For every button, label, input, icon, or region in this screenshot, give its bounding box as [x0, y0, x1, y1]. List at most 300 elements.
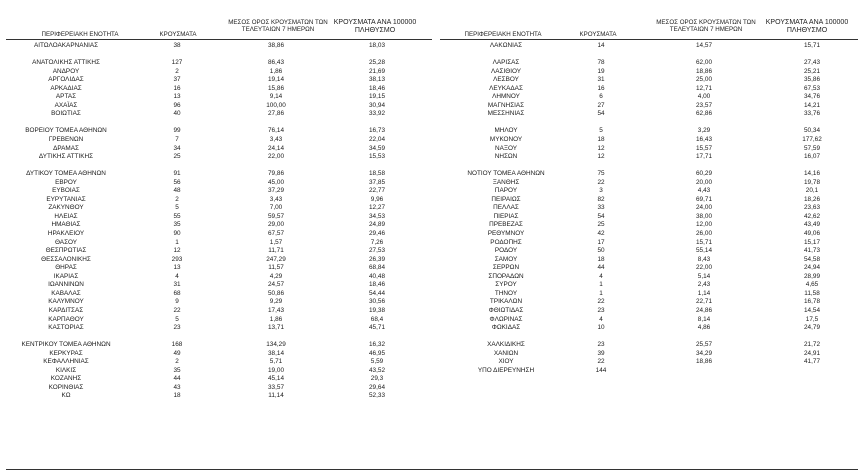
region-cell: ΦΘΙΩΤΙΔΑΣ — [488, 306, 524, 314]
avg-cell: 50,86 — [268, 289, 284, 297]
cases-cell: 3 — [599, 187, 603, 195]
spacer-row — [436, 119, 862, 128]
avg-cell: 45,00 — [268, 178, 284, 186]
table-row — [0, 316, 440, 325]
table-row — [0, 384, 440, 393]
cases-cell: 13 — [173, 93, 181, 101]
avg-cell: 25,57 — [696, 341, 712, 349]
per100k-cell: 22,04 — [369, 136, 385, 144]
region-cell: ΚΕΝΤΡΙΚΟΥ ΤΟΜΕΑ ΑΘΗΝΩΝ — [21, 341, 111, 349]
cases-cell: 1 — [599, 281, 603, 289]
avg-cell: 8,43 — [697, 255, 711, 263]
per100k-cell: 30,56 — [369, 298, 385, 306]
region-cell: ΥΠΟ ΔΙΕΡΕΥΝΗΣΗ — [477, 366, 535, 374]
table-row — [0, 76, 440, 85]
avg-cell: 3,29 — [697, 127, 711, 135]
per100k-cell: 18,46 — [369, 281, 385, 289]
cases-cell: 18 — [597, 255, 605, 263]
table-row — [0, 230, 440, 239]
avg-cell: 86,43 — [268, 59, 284, 67]
cases-cell: 1 — [175, 238, 179, 246]
table-row — [436, 136, 862, 145]
table-row — [0, 127, 440, 136]
region-cell: ΡΕΘΥΜΝΟΥ — [487, 230, 525, 238]
cases-cell: 25 — [173, 153, 181, 161]
per100k-cell: 14,54 — [804, 306, 820, 314]
table-row — [0, 153, 440, 162]
region-cell: ΣΥΡΟΥ — [495, 281, 517, 289]
per100k-cell: 12,27 — [369, 204, 385, 212]
table-row — [0, 239, 440, 248]
per100k-cell: 27,43 — [804, 59, 820, 67]
per100k-cell: 37,85 — [369, 178, 385, 186]
avg-cell: 62,86 — [696, 110, 712, 118]
cases-cell: 144 — [595, 366, 607, 374]
table-row — [0, 221, 440, 230]
table-row — [0, 179, 440, 188]
region-cell: ΑΙΤΩΛΟΑΚΑΡΝΑΝΙΑΣ — [33, 42, 99, 49]
per100k-cell: 23,63 — [804, 204, 820, 212]
region-cell: ΘΕΣΣΑΛΟΝΙΚΗΣ — [41, 255, 91, 263]
table-row — [436, 170, 862, 179]
left-header-region: ΠΕΡΙΦΕΡΕΙΑΚΗ ΕΝΟΤΗΤΑ — [41, 31, 119, 38]
cases-cell: 56 — [173, 178, 181, 186]
right-header-per100k: ΚΡΟΥΣΜΑΤΑ ΑΝΑ 100000 ΠΛΗΘΥΣΜΟ — [765, 19, 849, 34]
per100k-cell: 68,84 — [369, 264, 385, 272]
cases-cell: 50 — [597, 247, 605, 255]
per100k-cell: 19,15 — [369, 93, 385, 101]
table-row — [436, 196, 862, 205]
avg-cell: 27,86 — [268, 110, 284, 118]
per100k-cell: 46,95 — [369, 349, 385, 357]
cases-cell: 5 — [175, 204, 179, 212]
cases-cell: 44 — [597, 264, 605, 272]
cases-cell: 44 — [173, 375, 181, 383]
region-cell: ΑΧΑΪΑΣ — [54, 101, 78, 109]
avg-cell: 18,86 — [696, 67, 712, 75]
table-row — [0, 110, 440, 119]
cases-cell: 168 — [171, 341, 183, 349]
avg-cell: 15,86 — [268, 84, 284, 92]
table-row — [436, 179, 862, 188]
avg-cell: 15,71 — [696, 238, 712, 246]
avg-cell: 19,00 — [268, 366, 284, 374]
table-row — [0, 145, 440, 154]
table-row — [0, 375, 440, 384]
avg-cell: 29,00 — [268, 221, 284, 229]
per100k-cell: 20,1 — [805, 187, 819, 195]
per100k-cell: 14,16 — [804, 170, 820, 178]
table-row — [436, 316, 862, 325]
cases-cell: 2 — [175, 67, 179, 75]
table-row — [436, 110, 862, 119]
spacer-row — [436, 51, 862, 60]
region-cell: ΝΟΤΙΟΥ ΤΟΜΕΑ ΑΘΗΝΩΝ — [467, 170, 545, 178]
table-row — [0, 93, 440, 102]
cases-cell: 39 — [597, 349, 605, 357]
avg-cell: 38,86 — [268, 42, 284, 49]
per100k-cell: 16,78 — [804, 298, 820, 306]
avg-cell: 24,86 — [696, 306, 712, 314]
avg-cell: 15,57 — [696, 144, 712, 152]
region-cell: ΖΑΚΥΝΘΟΥ — [48, 204, 84, 212]
avg-cell: 4,29 — [269, 272, 283, 280]
avg-cell: 1,57 — [269, 238, 283, 246]
table-row — [0, 341, 440, 350]
region-cell: ΝΑΞΟΥ — [494, 144, 518, 152]
avg-cell: 34,29 — [696, 349, 712, 357]
per100k-cell: 68,4 — [370, 315, 384, 323]
cases-cell: 35 — [173, 221, 181, 229]
table-row — [436, 213, 862, 222]
avg-cell: 24,14 — [268, 144, 284, 152]
per100k-cell: 40,48 — [369, 272, 385, 280]
region-cell: ΑΡΤΑΣ — [55, 93, 77, 101]
cases-cell: 38 — [173, 42, 181, 49]
table-row — [436, 127, 862, 136]
cases-cell: 99 — [173, 127, 181, 135]
cases-cell: 55 — [173, 212, 181, 220]
avg-cell: 55,14 — [696, 247, 712, 255]
cases-cell: 23 — [173, 324, 181, 332]
cases-cell: 34 — [173, 144, 181, 152]
cases-cell: 96 — [173, 101, 181, 109]
cases-cell: 16 — [597, 84, 605, 92]
per100k-cell: 19,38 — [369, 306, 385, 314]
avg-cell: 4,43 — [697, 187, 711, 195]
left-header-per100k: ΚΡΟΥΣΜΑΤΑ ΑΝΑ 100000 ΠΛΗΘΥΣΜΟ — [333, 19, 417, 34]
per100k-cell: 5,59 — [370, 358, 384, 366]
per100k-cell: 29,46 — [369, 230, 385, 238]
cases-cell: 31 — [597, 76, 605, 84]
cases-cell: 22 — [597, 298, 605, 306]
avg-cell: 23,57 — [696, 101, 712, 109]
per100k-cell: 19,78 — [804, 178, 820, 186]
region-cell: ΚΑΒΑΛΑΣ — [51, 289, 81, 297]
cases-cell: 5 — [175, 315, 179, 323]
left-header-underline — [6, 39, 432, 40]
avg-cell: 5,71 — [269, 358, 283, 366]
table-row — [0, 324, 440, 333]
avg-cell: 59,57 — [268, 212, 284, 220]
cases-cell: 42 — [597, 230, 605, 238]
table-row — [0, 136, 440, 145]
cases-cell: 22 — [597, 358, 605, 366]
region-cell: ΛΑΡΙΣΑΣ — [492, 59, 520, 67]
avg-cell: 1,86 — [269, 67, 283, 75]
region-cell: ΣΕΡΡΩΝ — [492, 264, 520, 272]
cases-cell: 23 — [597, 306, 605, 314]
avg-cell: 100,00 — [266, 101, 286, 109]
per100k-cell: 28,99 — [804, 272, 820, 280]
table-row — [436, 247, 862, 256]
avg-cell: 18,86 — [696, 358, 712, 366]
avg-cell: 60,29 — [696, 170, 712, 178]
avg-cell: 8,14 — [697, 315, 711, 323]
region-cell: ΣΑΜΟΥ — [494, 255, 518, 263]
right-header-region: ΠΕΡΙΦΕΡΕΙΑΚΗ ΕΝΟΤΗΤΑ — [464, 31, 542, 38]
region-cell: ΙΩΑΝΝΙΝΩΝ — [48, 281, 84, 289]
cases-cell: 4 — [599, 315, 603, 323]
cases-cell: 12 — [173, 247, 181, 255]
avg-cell: 12,71 — [696, 84, 712, 92]
cases-cell: 54 — [597, 212, 605, 220]
cases-cell: 48 — [173, 187, 181, 195]
cases-cell: 10 — [597, 324, 605, 332]
avg-cell: 11,71 — [268, 247, 284, 255]
avg-cell: 76,14 — [268, 127, 284, 135]
avg-cell: 2,43 — [697, 281, 711, 289]
region-cell: ΠΡΕΒΕΖΑΣ — [489, 221, 523, 229]
table-row — [0, 367, 440, 376]
per100k-cell: 34,59 — [369, 144, 385, 152]
per100k-cell: 43,52 — [369, 366, 385, 374]
region-cell: ΚΑΡΠΑΘΟΥ — [48, 315, 84, 323]
table-row — [436, 273, 862, 282]
cases-cell: 1 — [599, 289, 603, 297]
spacer-row — [0, 162, 440, 171]
cases-cell: 5 — [599, 127, 603, 135]
region-cell: ΠΑΡΟΥ — [494, 187, 518, 195]
cases-cell: 4 — [175, 272, 179, 280]
cases-cell: 17 — [597, 238, 605, 246]
table-row — [0, 213, 440, 222]
left-header-avg: ΜΕΣΟΣ ΟΡΟΣ ΚΡΟΥΣΜΑΤΩΝ ΤΩΝ ΤΕΛΕΥΤΑΙΩΝ 7 ΗΜΕΡΩΝ — [228, 19, 328, 33]
table-row — [0, 102, 440, 111]
region-cell: ΘΕΣΠΡΩΤΙΑΣ — [45, 247, 87, 255]
right-table — [436, 42, 862, 375]
region-cell: ΛΕΣΒΟΥ — [493, 76, 519, 84]
avg-cell: 12,00 — [696, 221, 712, 229]
avg-cell: 69,71 — [696, 195, 712, 203]
region-cell: ΛΑΣΙΘΙΟΥ — [490, 67, 522, 75]
per100k-cell: 24,94 — [804, 264, 820, 272]
region-cell: ΧΙΟΥ — [498, 358, 514, 366]
per100k-cell: 16,73 — [369, 127, 385, 135]
region-cell: ΛΑΚΩΝΙΑΣ — [489, 42, 523, 49]
per100k-cell: 21,72 — [804, 341, 820, 349]
table-row — [436, 59, 862, 68]
per100k-cell: 9,96 — [370, 195, 384, 203]
per100k-cell: 4,65 — [805, 281, 819, 289]
avg-cell: 14,57 — [696, 42, 712, 49]
region-cell: ΠΕΙΡΑΙΩΣ — [491, 195, 521, 203]
table-row — [0, 264, 440, 273]
table-row — [0, 247, 440, 256]
cases-cell: 68 — [173, 289, 181, 297]
table-row — [436, 281, 862, 290]
cases-cell: 27 — [597, 101, 605, 109]
cases-cell: 18 — [173, 392, 181, 400]
table-bottom-line — [6, 469, 858, 470]
per100k-cell: 35,86 — [804, 76, 820, 84]
table-row — [436, 358, 862, 367]
avg-cell: 3,43 — [269, 136, 283, 144]
avg-cell: 19,14 — [268, 76, 284, 84]
table-row — [436, 102, 862, 111]
per100k-cell: 18,58 — [369, 170, 385, 178]
per100k-cell: 26,39 — [369, 255, 385, 263]
cases-cell: 35 — [173, 366, 181, 374]
table-row — [436, 350, 862, 359]
avg-cell: 38,00 — [696, 212, 712, 220]
cases-cell: 4 — [599, 272, 603, 280]
table-row — [436, 264, 862, 273]
left-table — [0, 42, 440, 401]
table-row — [0, 42, 440, 51]
region-cell: ΜΗΛΟΥ — [494, 127, 518, 135]
avg-cell: 247,29 — [266, 255, 286, 263]
region-cell: ΚΕΦΑΛΛΗΝΙΑΣ — [43, 358, 89, 366]
table-row — [0, 59, 440, 68]
spacer-row — [436, 333, 862, 342]
avg-cell: 67,57 — [268, 230, 284, 238]
region-cell: ΗΡΑΚΛΕΙΟΥ — [47, 230, 85, 238]
region-cell: ΠΕΛΛΑΣ — [493, 204, 519, 212]
per100k-cell: 24,89 — [369, 221, 385, 229]
cases-cell: 82 — [597, 195, 605, 203]
table-row — [436, 204, 862, 213]
table-row — [436, 256, 862, 265]
per100k-cell: 14,21 — [804, 101, 820, 109]
per100k-cell: 41,73 — [804, 247, 820, 255]
region-cell: ΚΩ — [61, 392, 71, 400]
region-cell: ΚΟΖΑΝΗΣ — [50, 375, 82, 383]
table-row — [436, 42, 862, 51]
per100k-cell: 45,71 — [369, 324, 385, 332]
per100k-cell: 57,59 — [804, 144, 820, 152]
table-row — [0, 68, 440, 77]
table-row — [436, 290, 862, 299]
table-row — [0, 392, 440, 401]
avg-cell: 62,00 — [696, 59, 712, 67]
table-row — [436, 298, 862, 307]
avg-cell: 4,00 — [697, 93, 711, 101]
cases-cell: 22 — [597, 178, 605, 186]
region-cell: ΑΝΑΤΟΛΙΚΗΣ ΑΤΤΙΚΗΣ — [32, 59, 100, 67]
cases-cell: 75 — [597, 170, 605, 178]
region-cell: ΑΡΚΑΔΙΑΣ — [50, 84, 82, 92]
region-cell: ΦΛΩΡΙΝΑΣ — [489, 315, 523, 323]
cases-cell: 2 — [175, 195, 179, 203]
region-cell: ΓΡΕΒΕΝΩΝ — [48, 136, 84, 144]
per100k-cell: 30,94 — [369, 101, 385, 109]
avg-cell: 79,86 — [268, 170, 284, 178]
left-header-cases: ΚΡΟΥΣΜΑΤΑ — [159, 31, 197, 38]
region-cell: ΚΟΡΙΝΘΙΑΣ — [48, 383, 84, 391]
avg-cell: 13,71 — [268, 324, 284, 332]
table-row — [436, 341, 862, 350]
per100k-cell: 21,69 — [369, 67, 385, 75]
avg-cell: 9,29 — [269, 298, 283, 306]
avg-cell: 22,00 — [268, 153, 284, 161]
region-cell: ΗΜΑΘΙΑΣ — [51, 221, 81, 229]
cases-cell: 91 — [173, 170, 181, 178]
region-cell: ΘΗΡΑΣ — [55, 264, 77, 272]
right-header-cases: ΚΡΟΥΣΜΑΤΑ — [579, 31, 617, 38]
right-header-underline — [440, 39, 858, 40]
cases-cell: 2 — [175, 358, 179, 366]
region-cell: ΧΑΛΚΙΔΙΚΗΣ — [487, 341, 525, 349]
region-cell: ΤΡΙΚΑΛΩΝ — [489, 298, 523, 306]
per100k-cell: 43,49 — [804, 221, 820, 229]
per100k-cell: 52,33 — [369, 392, 385, 400]
avg-cell: 24,00 — [696, 204, 712, 212]
avg-cell: 25,00 — [696, 76, 712, 84]
per100k-cell: 33,76 — [804, 110, 820, 118]
region-cell: ΕΥΡΥΤΑΝΙΑΣ — [46, 195, 86, 203]
per100k-cell: 18,03 — [369, 42, 385, 49]
region-cell: ΣΠΟΡΑΔΩΝ — [488, 272, 524, 280]
region-cell: ΚΕΡΚΥΡΑΣ — [49, 349, 83, 357]
avg-cell: 38,14 — [268, 349, 284, 357]
cases-cell: 127 — [171, 59, 183, 67]
region-cell: ΕΥΒΟΙΑΣ — [52, 187, 80, 195]
region-cell: ΡΟΔΟΠΗΣ — [490, 238, 522, 246]
avg-cell: 45,14 — [268, 375, 284, 383]
region-cell: ΔΥΤΙΚΗΣ ΑΤΤΙΚΗΣ — [38, 153, 94, 161]
table-row — [0, 273, 440, 282]
region-cell: ΠΙΕΡΙΑΣ — [493, 212, 519, 220]
per100k-cell: 18,26 — [804, 195, 820, 203]
region-cell: ΒΟΡΕΙΟΥ ΤΟΜΕΑ ΑΘΗΝΩΝ — [25, 127, 107, 135]
region-cell: ΚΙΛΚΙΣ — [55, 366, 77, 374]
spacer-row — [0, 119, 440, 128]
table-row — [436, 307, 862, 316]
cases-cell: 90 — [173, 230, 181, 238]
cases-cell: 54 — [597, 110, 605, 118]
per100k-cell: 15,71 — [804, 42, 820, 49]
cases-cell: 9 — [175, 298, 179, 306]
cases-cell: 293 — [171, 255, 183, 263]
spacer-row — [0, 333, 440, 342]
table-row — [0, 85, 440, 94]
per100k-cell: 27,53 — [369, 247, 385, 255]
per100k-cell: 29,3 — [370, 375, 384, 383]
region-cell: ΚΑΡΔΙΤΣΑΣ — [48, 306, 84, 314]
region-cell: ΒΟΙΩΤΙΑΣ — [51, 110, 81, 118]
table-row — [436, 85, 862, 94]
avg-cell: 37,29 — [268, 187, 284, 195]
avg-cell: 1,14 — [697, 289, 711, 297]
per100k-cell: 18,46 — [369, 84, 385, 92]
region-cell: ΕΒΡΟΥ — [55, 178, 77, 186]
region-cell: ΡΟΔΟΥ — [494, 247, 518, 255]
region-cell: ΦΩΚΙΔΑΣ — [491, 324, 521, 332]
per100k-cell: 16,32 — [369, 341, 385, 349]
cases-cell: 12 — [597, 153, 605, 161]
cases-cell: 12 — [597, 144, 605, 152]
table-row — [436, 145, 862, 154]
region-cell: ΘΑΣΟΥ — [54, 238, 78, 246]
per100k-cell: 15,53 — [369, 153, 385, 161]
cases-cell: 33 — [597, 204, 605, 212]
cases-cell: 49 — [173, 349, 181, 357]
per100k-cell: 16,07 — [804, 153, 820, 161]
per100k-cell: 24,91 — [804, 349, 820, 357]
table-row — [436, 367, 862, 376]
cases-cell: 40 — [173, 110, 181, 118]
table-row — [0, 187, 440, 196]
table-row — [0, 281, 440, 290]
per100k-cell: 25,21 — [804, 67, 820, 75]
region-cell: ΚΑΣΤΟΡΙΑΣ — [48, 324, 84, 332]
region-cell: ΑΝΔΡΟΥ — [52, 67, 80, 75]
region-cell: ΜΕΣΣΗΝΙΑΣ — [487, 110, 525, 118]
avg-cell: 22,71 — [696, 298, 712, 306]
cases-cell: 22 — [173, 306, 181, 314]
avg-cell: 134,29 — [266, 341, 286, 349]
